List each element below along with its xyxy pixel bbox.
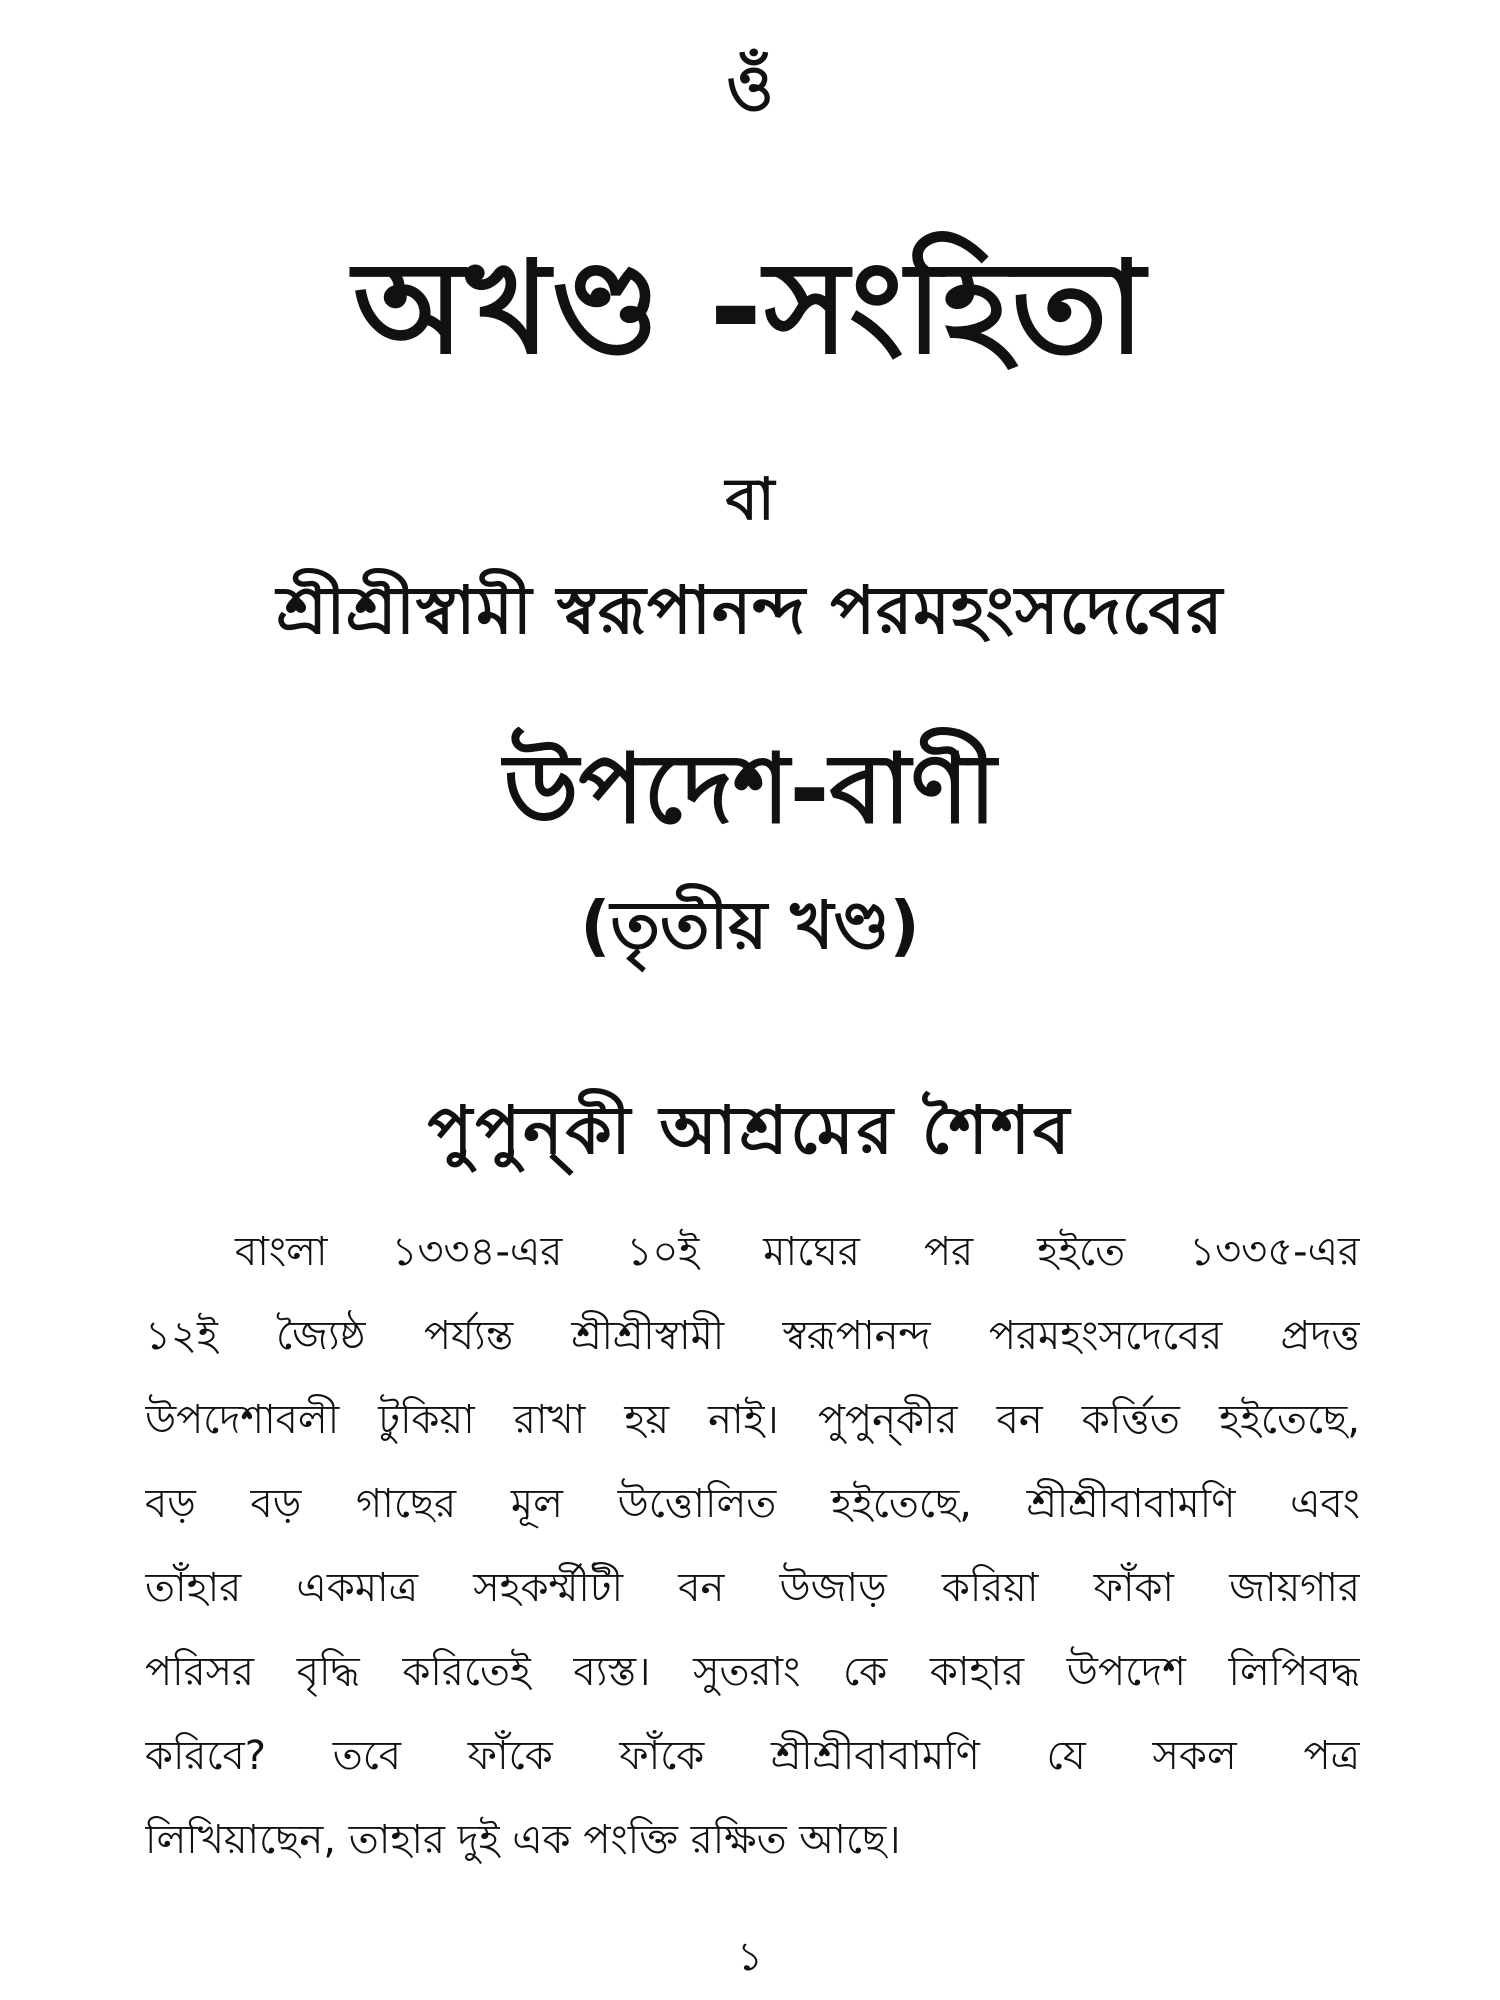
author-line: শ্রীশ্রীস্বামী স্বরূপানন্দ পরমহংসদেবের [276, 572, 1224, 649]
paragraph-line: বাংলা ১৩৩৪-এর ১০ই মাঘের পর হইতে ১৩৩৫-এর [235, 1229, 1360, 1275]
om-symbol: ওঁ [726, 52, 774, 126]
paragraph-line: তাঁহার একমাত্র সহকর্ম্মীটী বন উজাড় করিয়া ফাঁকা জায়গার [145, 1565, 1360, 1611]
paragraph-line: উপদেশাবলী টুকিয়া রাখা হয় নাই। পুপুন্‌কীর বন কর্ত্তিত হইতেছে, [145, 1397, 1360, 1443]
volume-label: (তৃতীয় খণ্ড) [580, 887, 920, 964]
chapter-title: পুপুন্‌কী আশ্রমের শৈশব [427, 1092, 1073, 1169]
book-title: অখণ্ড -সংহিতা [353, 234, 1147, 383]
title-conjunction: বা [725, 465, 775, 533]
paragraph-line: করিবে? তবে ফাঁকে ফাঁকে শ্রীশ্রীবাবামণি যে সকল পত্র [145, 1733, 1360, 1779]
book-subtitle: উপদেশ-বাণী [503, 733, 997, 845]
paragraph-line: লিখিয়াছেন, তাহার দুই এক পংক্তি রক্ষিত আছে। [145, 1817, 901, 1863]
paragraph-line: ১২ই জ্যৈষ্ঠ পর্য্যন্ত শ্রীশ্রীস্বামী স্বরূপানন্দ পরমহংসদেবের প্রদত্ত [145, 1313, 1360, 1359]
paragraph-line: পরিসর বৃদ্ধি করিতেই ব্যস্ত। সুতরাং কে কাহার উপদেশ লিপিবদ্ধ [145, 1649, 1360, 1695]
paragraph-line: বড় বড় গাছের মূল উত্তোলিত হইতেছে, শ্রীশ্রীবাবামণি এবং [145, 1481, 1360, 1527]
page-number: ১ [737, 1934, 763, 1980]
chapter-paragraph [145, 1210, 1360, 1882]
